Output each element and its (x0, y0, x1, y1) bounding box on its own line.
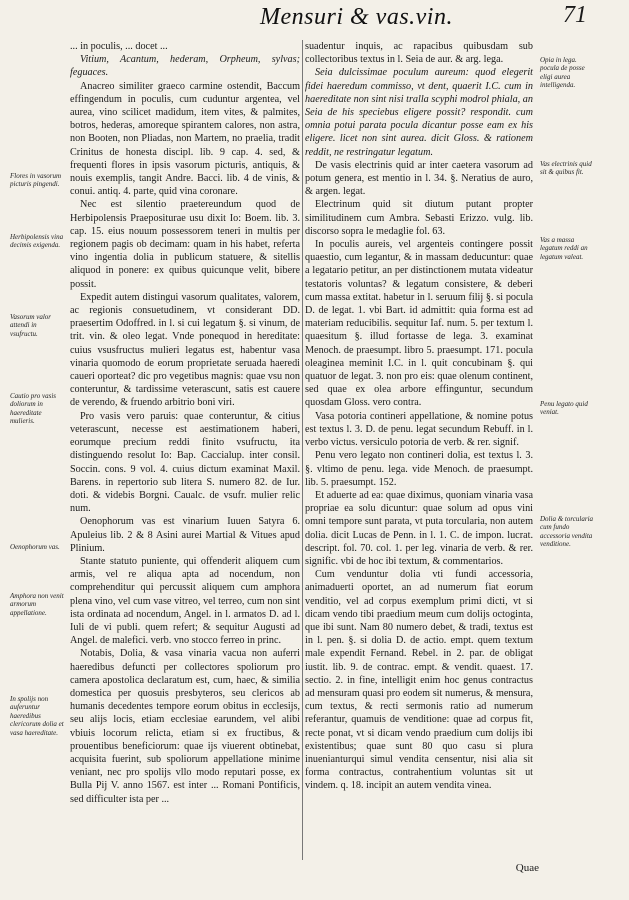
paragraph: ... in poculis, ... docet ... (70, 41, 168, 52)
margin-note: Flores in vasorum picturis pingendi. (10, 172, 62, 189)
paragraph: Stante statuto puniente, qui offenderit aliquem cum armis, vel re aliqua apta ad nocendum, non comprehenditur qui percussit aliquem cum amphora plena vino, vel cum vase vitreo, vel terreo, cum non sint ista ordinata ad nocendum, Angel. in l. armatos D. ad l. Iuli de vi publi. quem refert; & sequitur Augusti ad Angel. de malefici. verb. vno stocco ferreo in princ. (70, 555, 300, 647)
margin-note: Oenophorum vas. (10, 543, 60, 551)
paragraph: Oenophorum vas est vinarium Iuuen Satyra 6. Apuleius lib. 2 & 8 Asini aurei Martial & Vitues apud Plinium. (70, 516, 300, 554)
paragraph: Et aduerte ad ea: quae diximus, quoniam vinaria vasa propriae ea solu dicuntur: quae solum ad opus vini omni tempore sunt parata, vt puta torcularia, non autem dolia. dicit Lucas de Penn. in l. 1. C. de impon. lucrat. descript. fol. 70. col. 1. per leg. vinaria de verb. & rer. signific. vbi de hoc ibi textum, & commentarios. (305, 489, 533, 567)
paragraph: In poculis aureis, vel argenteis contingere possit quaestio, cum legantur, & in massam deducuntur: quae a legatario petitur, an per distinctionem mutata videatur testatoris voluntas? & legatum consistere, & deberi cum massa extitat. habetur in l. seruum filij §. si pocula D. de legat. 1. vbi Bart. id admittit: quia forma est ad materiam reducibilis. sequitur Iaf. num. 5. per textum l. quaesitum §. illud fortasse de lega. 3. examinat Menoch. de praesumpt. libro 5. praesumpt. 171. pocula oleaginea meminit I.C. in l. quit concubinam §. qui quatuor de legat. 3. non pro eis: quae olenum continent, sed quae ex olea arbore effinguntur, secundum quosdam Gloss. vero contra. (305, 239, 533, 409)
margin-note: Vas a massa legatum reddi an legatum valeat. (540, 236, 588, 261)
page-number: 71 (563, 2, 587, 28)
paragraph: Expedit autem distingui vasorum qualitates, valorem, ac regionis consuetudinem, vt considerant DD. praesertim Odoffred. in l. si cui legatum §. si vinum, de trit. vin. & oleo legat. Vnde ponequod in hereditate: cuius vsusfructus mulieri legatus est, habentur vasa vinaria quomodo de eorum proprietate seruada haeredi caueri oporteat? dic pro vegetibus magnis: quae vsu non conteruntur, & tardissime veterascunt, satis est cauere de verendo, & fruendo arbitrio boni viri. (70, 291, 300, 409)
paragraph: Vitium, Acantum, hederam, Orpheum, sylvas; feguaces. (70, 54, 300, 79)
paragraph: Penu vero legato non contineri dolia, est textus l. 3. §. vltimo de penu. lega. vide Menoch. de praesumpt. lib. 5. praesumpt. 152. (305, 450, 533, 488)
left-column (70, 40, 300, 806)
margin-note: Vas electrinis quid sit & quibus fit. (540, 160, 592, 177)
paragraph: De vasis electrinis quid ar inter caetera vasorum ad potum genera, est mentio in l. 34. §. Neratius de auro, & argen. legat. (305, 159, 533, 198)
paragraph: Pro vasis vero paruis: quae conteruntur, & citius veterascunt, necesse est aestimationem haberi, eorumque precium reddi finito vsufructu, ita distinguendo resolut Io: Bap. Caccialup. inter consil. Soccin. cons. 9 vol. 4. cuius dictum examinat Maxil. Barens. in repertorio sub litera S. numero 82. de Iur. doti. & videbis Borgni. Caualc. de vsufr. mulier relic num. (70, 410, 300, 515)
paragraph: suadentur inquis, ac rapacibus quibusdam sub collectoribus textus in l. Seia de aur. & arg. lega. (305, 41, 533, 66)
margin-note: Opia in lega. pocula de posse eligi aurea intelligenda. (540, 56, 585, 90)
paragraph: Vasa potoria contineri appellatione, & nomine potus est textus l. 3. D. de penu. legat secundum Rebuff. in l. verbo victus. versiculo potoria de verb. & rer. signif. (305, 410, 533, 449)
margin-note: Penu legato quid veniat. (540, 400, 588, 417)
margin-note: Herbipolensis vina decimis exigenda. (10, 233, 64, 250)
margin-note: Amphora non venit armorum appellatione. (10, 592, 64, 617)
catchword: Quae (515, 862, 539, 874)
paragraph: Nec est silentio praetereundum quod de Herbipolensis Praepositurae usu dixit Io: Boem. lib. 3. cap. 15. eius nouum possessorem teneri in multis per regionem pagis ob decimam: quam in his habet, referta vino ingentia dolia in publicum statuere, & sitellis aliquod in ponere: ex quibus quicunque velit, bibere possit. (70, 199, 300, 290)
margin-note: In spolijs non auferuntur haeredibus clericorum dolia et vasa haereditate. (10, 695, 64, 737)
margin-note: Dolia & torcularia cum fundo accessoria vendita venditione. (540, 515, 594, 549)
column-divider (302, 40, 303, 860)
paragraph: Seia dulcissimae poculum aureum: quod elegerit fidei haeredum commisso, vt dent, quaerit I.C. cum in haereditate non sint nisi tralla scyphi modrol phiala, an Seia de his speciebus eligere possit? respondit. cum omnia potui parata pocula dicantur posse eam ex his eligere. licet non sint aurea. dicit Gloss. & rationem reddit, ne restringatur legatum. (305, 67, 533, 158)
margin-note: Vasorum valor attendi in vsufructu. (10, 313, 52, 338)
paragraph: Notabis, Dolia, & vasa vinaria vacua non auferri haeredibus defuncti per collectores spoliorum pro camera apostolica declaratum est, cum, haec, & similia domestica per quosuis presbyteros, seu clericos ab humanis decedentes tempore eorum obitus in ecclesijs, seu alijs locis, etiam ecclesiae earundem, vel alibi vbiuis locorum relicta, etiam si ex fructibus, & prouentibus beneficiorum: quae ijs viuerent obtinebat, acquisita fuerint, sub spoliorum appellatione minime veniant, nec pro spolijs vllo modo reputari posse, ex Bulla Pij V. anno 1567. est inter ... Romani Pontificis, sed difficulter ista per ... (70, 648, 300, 805)
margin-note: Cautio pro vasis doliorum in haereditate mulieris. (10, 392, 57, 426)
running-title: Mensuri & vas.vin. (260, 4, 453, 30)
right-column (305, 40, 533, 793)
paragraph: Electrinum quid sit diutum putant propter similitudinem cum Ambra. Sebasti Erizzo. vulg. lib. discorso sopra le medaglie fol. 63. (305, 199, 533, 237)
paragraph: Cum venduntur dolia vti fundi accessoria, animaduerti oportet, an ad numerum fiat eorum venditio, vel ad corpus exemplum primi dicti, vt si dicam vendo tibi praedium meum cum dolijs octoginta, que ibi sunt. Nam 80 numero debet, & tradi, textus est in l. pen. §. si dolia D. de actio. empt. quem textum male expendit Fernand. Rebel. in 2. par. de obligat iustit. lib. 9. de contrac. empt. & vendit. quaest. 17. sectio. 2. in fine, intelligit enim hoc genus contractus ad mensuram quasi pro eodem sit numerus, & mensura, cum textus, & recti sermonis ratio ad numerum referantur, quamuis de venditione: quae ad corpus fit, recte ponat, vt si dicam vendo praedium cum dolijs ibi existentibus; quae sunt 80 quo casu si plura inuenianturqui simul vendita censentur, nisi alia sit forma contractus, contrahentium voluntas sit ut vindem. q. 18. incipit an autem vendita vinea. (305, 569, 533, 792)
paragraph: Anacreo similiter graeco carmine ostendit, Baccum effingendum in poculis, cum cuduntur argentea, vel aurea, vino scilicet madidum, item vites, & palmites, botros, hederas, amoreque spirantem calores, non astra, non Booten, non Pliadas, non Martem, no praelia, tradit Crinitus de honesta discipl. lib. 9 cap. 4. sed, & frequenti flores in ipsis vasorum picturis, antiquis, & nouis exemplis, tangit Andre. Bacci. lib. 4 de vinis, & conui. antiq. 4. parte, quid vina coronare. (70, 80, 300, 198)
